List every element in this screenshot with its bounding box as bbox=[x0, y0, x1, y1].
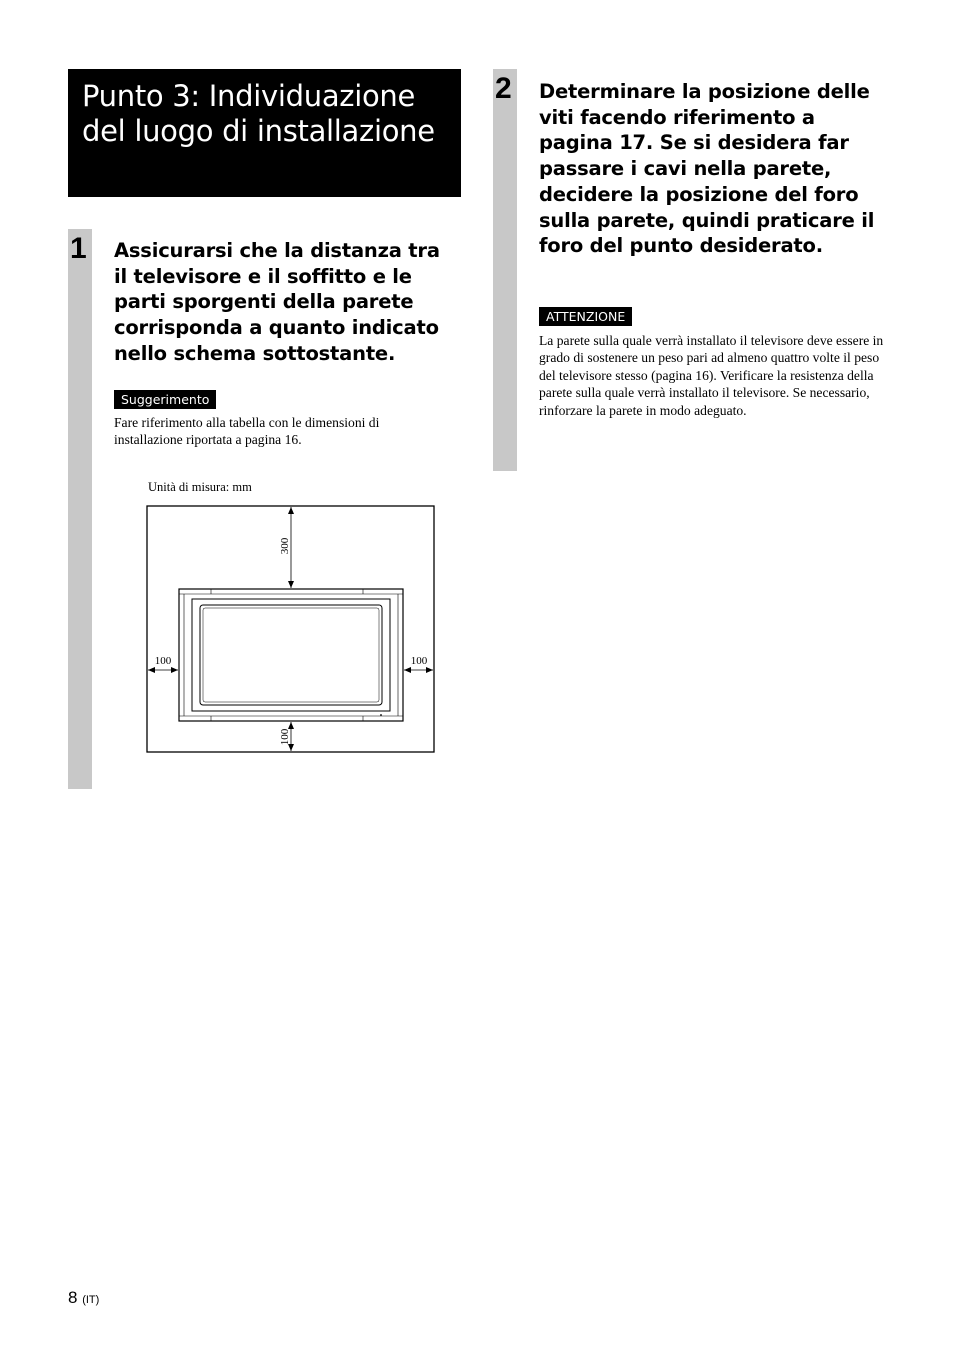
tv-power-led bbox=[380, 714, 382, 716]
caution-text: La parete sulla quale verrà installato il televisore deve essere in grado di sostenere un peso pari ad almeno quattro volte il peso del televisore stesso (pagina 16). Verificare la resistenza della parete sulla quale verrà installato il televisore. Se necessario, rinforzare la parete in modo adeguato. bbox=[539, 333, 884, 418]
section-title: Punto 3: Individuazione del luogo di installazione bbox=[82, 79, 435, 148]
unit-label: Unità di misura: mm bbox=[148, 480, 252, 494]
step-2-bar bbox=[493, 69, 517, 471]
caution-label: ATTENZIONE bbox=[539, 307, 632, 326]
step-2-number: 2 bbox=[495, 72, 512, 105]
step-1-bar bbox=[68, 229, 92, 789]
tip-label: Suggerimento bbox=[114, 390, 216, 409]
step-1-instruction: Assicurarsi che la distanza tra il televisore e il soffitto e le parti sporgenti della parete corrisponda a quanto indicato nello schema sottostante. bbox=[114, 239, 440, 365]
step-2-instruction: Determinare la posizione delle viti facendo riferimento a pagina 17. Se si desidera far passare i cavi nella parete, decidere la posizione del foro sulla parete, quindi praticare il foro del punto desiderato. bbox=[539, 80, 875, 258]
installation-clearance-diagram bbox=[140, 498, 440, 758]
page-footer bbox=[68, 1288, 99, 1308]
left-clearance-value: 100 bbox=[154, 655, 172, 667]
bottom-clearance-value: 100 bbox=[279, 728, 291, 746]
tv-outer-frame bbox=[179, 589, 403, 721]
section-title-box bbox=[68, 69, 461, 197]
tv-screen-inner bbox=[203, 608, 379, 702]
tv-screen bbox=[200, 605, 382, 705]
top-clearance-value: 300 bbox=[279, 537, 291, 555]
tip-text: Fare riferimento alla tabella con le dimensioni di installazione riportata a pagina 16. bbox=[114, 415, 380, 448]
step-1-number: 1 bbox=[70, 232, 87, 265]
language-code: (IT) bbox=[82, 1294, 100, 1306]
right-clearance-value: 100 bbox=[410, 655, 428, 667]
page-number: 8 bbox=[68, 1288, 78, 1307]
tv-bezel bbox=[192, 599, 390, 711]
